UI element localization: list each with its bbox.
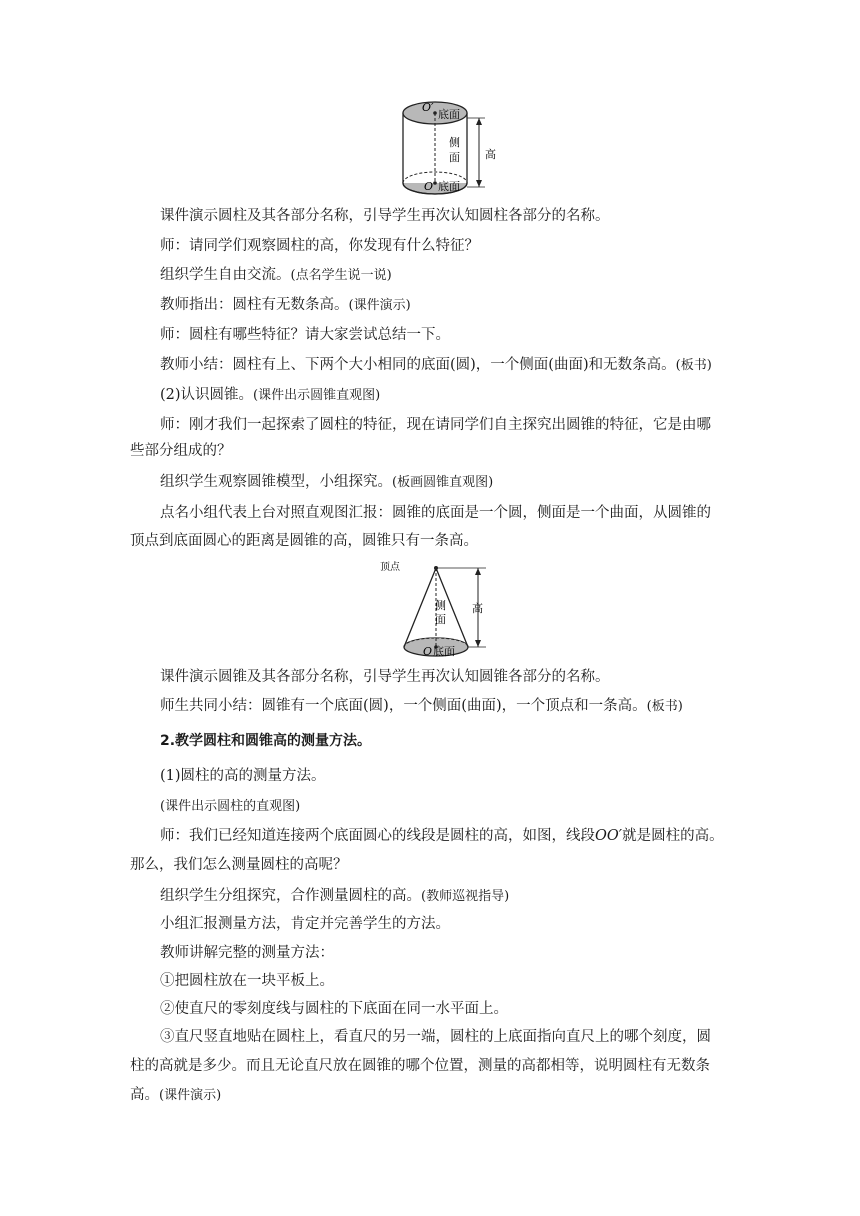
cone-left-edge xyxy=(404,568,436,647)
paragraph xyxy=(130,472,734,493)
text-main: 组织学生观察圆锥模型，小组探究。 xyxy=(160,474,392,490)
cone-label-vertex: 顶点 xyxy=(380,562,400,573)
text-main: 就是圆柱的高。 xyxy=(622,828,724,844)
paragraph-continuation: 那么，我们怎么测量圆柱的高呢？ xyxy=(130,857,348,873)
text-main: 高。 xyxy=(130,1087,159,1103)
cone-label-side-2: 面 xyxy=(435,613,446,626)
segment-label: OO′ xyxy=(595,828,623,844)
text-note: (课件出示圆锥直观图) xyxy=(253,388,381,403)
paragraph: 小组汇报测量方法，肯定并完善学生的方法。 xyxy=(160,916,450,932)
cylinder-label-bottom-base: 底面 xyxy=(438,180,460,193)
cone-label-base: 底面 xyxy=(433,645,455,658)
paragraph xyxy=(130,295,734,316)
paragraph: 点名小组代表上台对照直观图汇报：圆锥的底面是一个圆，侧面是一个曲面，从圆锥的 xyxy=(160,505,711,521)
paragraph xyxy=(130,886,734,907)
paragraph: 课件演示圆柱及其各部分名称，引导学生再次认知圆柱各部分的名称。 xyxy=(160,208,610,224)
list-item: ③直尺竖直地贴在圆柱上，看直尺的另一端，圆柱的上底面指向直尺上的哪个刻度，圆 xyxy=(160,1029,711,1045)
section-heading: 2.教学圆柱和圆锥高的测量方法。 xyxy=(160,733,372,749)
text-note: (板书) xyxy=(675,358,712,373)
paragraph xyxy=(130,826,734,846)
cone-diagram xyxy=(378,557,498,661)
cone-label-side-1: 侧 xyxy=(435,599,446,612)
text-main: 组织学生自由交流。 xyxy=(160,267,291,283)
cone-label-center: O xyxy=(423,645,433,658)
text-note: (板书) xyxy=(646,699,683,714)
paragraph: 师：请同学们观察圆柱的高，你发现有什么特征？ xyxy=(160,238,479,254)
text-note: (课件演示) xyxy=(348,298,411,313)
cylinder-label-top-base: 底面 xyxy=(438,108,460,121)
cylinder-label-side-2: 面 xyxy=(449,151,460,164)
cylinder-label-top-center: O′ xyxy=(422,101,434,114)
paragraph xyxy=(130,265,734,286)
paragraph: 教师讲解完整的测量方法： xyxy=(160,945,334,961)
paragraph: 课件演示圆锥及其各部分名称，引导学生再次认知圆锥各部分的名称。 xyxy=(160,669,610,685)
cylinder-label-side-1: 侧 xyxy=(449,136,460,149)
cone-label-height: 高 xyxy=(472,602,483,615)
paragraph-note: (课件出示圆柱的直观图) xyxy=(160,799,301,814)
paragraph: 师：刚才我们一起探索了圆柱的特征，现在请同学们自主探究出圆锥的特征，它是由哪 xyxy=(160,417,711,433)
paragraph: 师：圆柱有哪些特征？请大家尝试总结一下。 xyxy=(160,327,450,343)
paragraph-continuation: 顶点到底面圆心的距离是圆锥的高，圆锥只有一条高。 xyxy=(130,533,478,549)
cylinder-label-height: 高 xyxy=(485,148,496,161)
text-main: 组织学生分组探究，合作测量圆柱的高。 xyxy=(160,888,421,904)
text-note: (板画圆锥直观图) xyxy=(392,475,494,490)
cylinder-diagram xyxy=(395,98,505,198)
text-main: 师：我们已经知道连接两个底面圆心的线段是圆柱的高，如图，线段 xyxy=(160,828,595,844)
list-item: ①把圆柱放在一块平板上。 xyxy=(160,973,334,989)
cylinder-label-bottom-center: O xyxy=(424,180,434,193)
text-main: 教师小结：圆柱有上、下两个大小相同的底面(圆)，一个侧面(曲面)和无数条高。 xyxy=(160,357,676,373)
list-item: ②使直尺的零刻度线与圆柱的下底面在同一水平面上。 xyxy=(160,1001,508,1017)
paragraph xyxy=(130,696,734,717)
text-note: (课件演示) xyxy=(159,1088,222,1103)
text-note: (点名学生说一说) xyxy=(290,268,392,283)
text-main: 教师指出：圆柱有无数条高。 xyxy=(160,297,349,313)
paragraph xyxy=(130,385,734,406)
paragraph: (1)圆柱的高的测量方法。 xyxy=(160,768,326,784)
text-main: 师生共同小结：圆锥有一个底面(圆)，一个侧面(曲面)，一个顶点和一条高。 xyxy=(160,698,647,714)
paragraph-continuation: 些部分组成的？ xyxy=(130,443,232,459)
text-note: (教师巡视指导) xyxy=(421,889,510,904)
paragraph xyxy=(130,355,734,376)
paragraph-continuation: 柱的高就是多少。而且无论直尺放在圆锥的哪个位置，测量的高都相等，说明圆柱有无数条 xyxy=(130,1058,710,1074)
text-main: (2)认识圆锥。 xyxy=(160,387,254,403)
paragraph-continuation xyxy=(130,1085,734,1106)
